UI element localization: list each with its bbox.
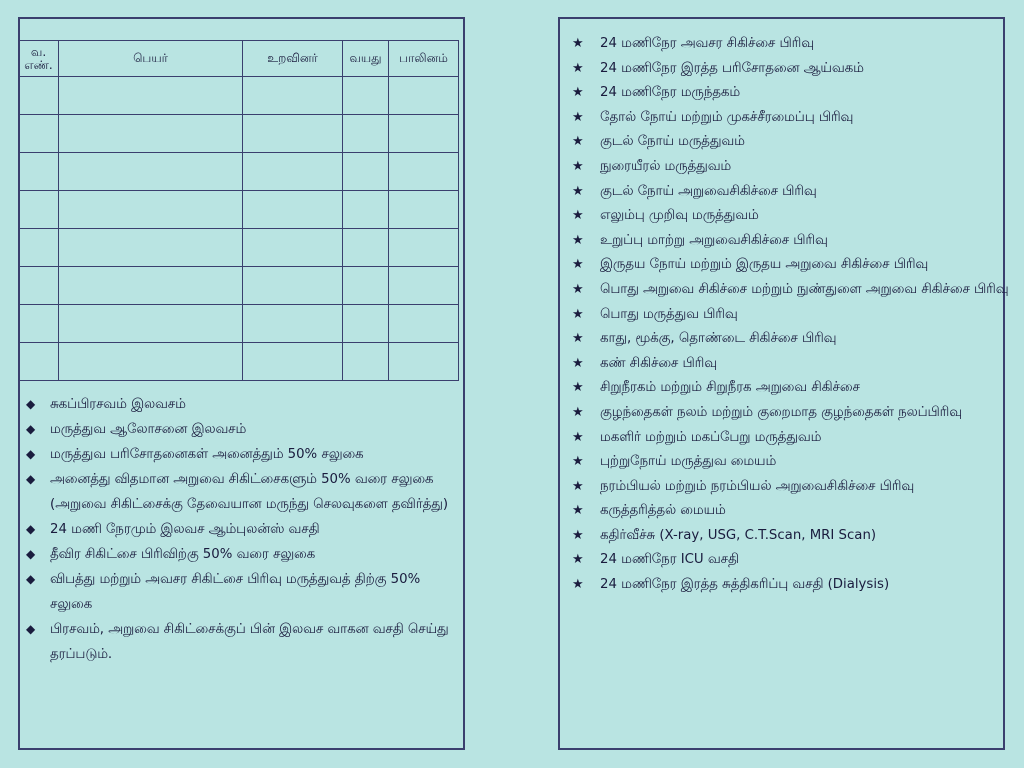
benefit-item-text: அனைத்து விதமான அறுவை சிகிட்சைகளும் 50% வரை சலுகை (அறுவை சிகிட்சைக்கு தேவையான மருந்து செலவுகளை தவிர்த்து) — [50, 472, 449, 512]
benefit-item-text: பிரசவம், அறுவை சிகிட்சைக்குப் பின் இலவச வாகன வசதி செய்து தரப்படும். — [50, 622, 449, 662]
relation-cell — [243, 343, 343, 381]
service-item-text: நரம்பியல் மற்றும் நரம்பியல் அறுவைசிகிச்சை பிரிவு — [600, 478, 915, 494]
serial-number-cell — [19, 191, 59, 229]
serial-number-cell — [19, 115, 59, 153]
relation-cell — [243, 191, 343, 229]
star-bullet-icon: ★ — [572, 85, 584, 101]
register-row — [19, 115, 459, 153]
benefit-item-text: தீவிர சிகிட்சை பிரிவிற்கு 50% வரை சலுகை — [50, 547, 316, 562]
service-item — [572, 253, 1012, 278]
age-cell — [343, 343, 389, 381]
register-row — [19, 305, 459, 343]
service-item-text: எலும்பு முறிவு மருத்துவம் — [600, 208, 759, 224]
service-item-text: நுரையீரல் மருத்துவம் — [600, 158, 732, 174]
service-item — [572, 106, 1012, 131]
service-item-text: பொது அறுவை சிகிச்சை மற்றும் நுண்துளை அறுவை சிகிச்சை பிரிவு — [600, 281, 1009, 297]
star-bullet-icon: ★ — [572, 158, 584, 174]
benefit-item — [22, 542, 452, 567]
register-row — [19, 153, 459, 191]
star-bullet-icon: ★ — [572, 281, 584, 297]
name-cell — [59, 267, 243, 305]
service-item-text: சிறுநீரகம் மற்றும் சிறுநீரக அறுவை சிகிச்சை — [600, 380, 860, 396]
service-item — [572, 32, 1012, 57]
age-cell — [343, 191, 389, 229]
star-bullet-icon: ★ — [572, 183, 584, 199]
star-bullet-icon: ★ — [572, 527, 584, 543]
star-bullet-icon: ★ — [572, 306, 584, 322]
service-item-text: கதிர்வீச்சு (X-ray, USG, C.T.Scan, MRI Scan) — [600, 527, 877, 543]
benefit-item — [22, 467, 452, 517]
relation-header: உறவினர் — [243, 41, 343, 77]
gender-cell — [389, 305, 459, 343]
service-item — [572, 57, 1012, 82]
service-item-text: குழந்தைகள் நலம் மற்றும் குறைமாத குழந்தைகள் நலப்பிரிவு — [600, 404, 962, 420]
register-row — [19, 191, 459, 229]
diamond-bullet-icon: ◆ — [26, 422, 36, 436]
gender-cell — [389, 115, 459, 153]
service-item-text: கண் சிகிச்சை பிரிவு — [600, 355, 717, 371]
benefit-item-text: மருத்துவ பரிசோதனைகள் அனைத்தும் 50% சலுகை — [50, 447, 364, 462]
serial-number-cell — [19, 267, 59, 305]
register-row — [19, 77, 459, 115]
name-cell — [59, 77, 243, 115]
gender-cell — [389, 343, 459, 381]
service-item-text: குடல் நோய் அறுவைசிகிச்சை பிரிவு — [600, 183, 817, 199]
benefit-item — [22, 567, 452, 617]
service-item — [572, 180, 1012, 205]
age-cell — [343, 229, 389, 267]
service-item — [572, 475, 1012, 500]
register-row — [19, 267, 459, 305]
service-item — [572, 352, 1012, 377]
service-item-text: குடல் நோய் மருத்துவம் — [600, 134, 745, 150]
register-row — [19, 229, 459, 267]
star-bullet-icon: ★ — [572, 355, 584, 371]
gender-cell — [389, 267, 459, 305]
service-item — [572, 204, 1012, 229]
serial-number-header: வ. எண். — [19, 41, 59, 77]
service-item-text: 24 மணிநேர இரத்த பரிசோதனை ஆய்வகம் — [600, 60, 864, 76]
star-bullet-icon: ★ — [572, 232, 584, 248]
diamond-bullet-icon: ◆ — [26, 397, 36, 411]
age-cell — [343, 77, 389, 115]
benefit-item — [22, 442, 452, 467]
benefit-item-text: மருத்துவ ஆலோசனை இலவசம் — [50, 422, 247, 437]
register-header-row — [19, 41, 459, 77]
service-item — [572, 426, 1012, 451]
age-cell — [343, 267, 389, 305]
relation-cell — [243, 115, 343, 153]
serial-number-cell — [19, 77, 59, 115]
star-bullet-icon: ★ — [572, 36, 584, 51]
relation-cell — [243, 305, 343, 343]
star-bullet-icon: ★ — [572, 478, 584, 494]
gender-cell — [389, 229, 459, 267]
diamond-bullet-icon: ◆ — [26, 622, 36, 636]
register-row — [19, 343, 459, 381]
service-item-text: கருத்தரித்தல் மையம் — [600, 503, 726, 519]
register-body — [19, 77, 459, 381]
service-item — [572, 81, 1012, 106]
service-item — [572, 573, 1012, 598]
gender-cell — [389, 77, 459, 115]
service-item — [572, 401, 1012, 426]
name-cell — [59, 343, 243, 381]
diamond-bullet-icon: ◆ — [26, 547, 36, 561]
relation-cell — [243, 77, 343, 115]
star-bullet-icon: ★ — [572, 404, 584, 420]
service-item-text: 24 மணிநேர அவசர சிகிச்சை பிரிவு — [600, 36, 814, 51]
star-bullet-icon: ★ — [572, 454, 584, 470]
benefit-item-text: விபத்து மற்றும் அவசர சிகிட்சை பிரிவு மருத்துவத் திற்கு 50% சலுகை — [50, 572, 421, 612]
serial-number-cell — [19, 229, 59, 267]
name-cell — [59, 305, 243, 343]
service-item-text: புற்றுநோய் மருத்துவ மையம் — [600, 454, 777, 470]
name-cell — [59, 229, 243, 267]
service-item — [572, 327, 1012, 352]
service-item-text: 24 மணிநேர இரத்த சுத்திகரிப்பு வசதி (Dialysis) — [600, 577, 890, 593]
service-item — [572, 303, 1012, 328]
service-item-text: காது, மூக்கு, தொண்டை சிகிச்சை பிரிவு — [600, 331, 837, 347]
serial-number-cell — [19, 153, 59, 191]
service-item — [572, 499, 1012, 524]
benefit-item-text: 24 மணி நேரமும் இலவச ஆம்புலன்ஸ் வசதி — [50, 522, 320, 537]
service-item-text: 24 மணிநேர மருந்தகம் — [600, 85, 741, 101]
relation-cell — [243, 153, 343, 191]
service-item-text: 24 மணிநேர ICU வசதி — [600, 552, 739, 568]
diamond-bullet-icon: ◆ — [26, 472, 36, 486]
gender-header: பாலினம் — [389, 41, 459, 77]
star-bullet-icon: ★ — [572, 380, 584, 396]
star-bullet-icon: ★ — [572, 257, 584, 273]
serial-number-cell — [19, 305, 59, 343]
star-bullet-icon: ★ — [572, 552, 584, 568]
star-bullet-icon: ★ — [572, 109, 584, 125]
star-bullet-icon: ★ — [572, 60, 584, 76]
service-item — [572, 524, 1012, 549]
benefit-item — [22, 417, 452, 442]
age-cell — [343, 115, 389, 153]
name-header: பெயர் — [59, 41, 243, 77]
services-list — [572, 32, 1012, 598]
gender-cell — [389, 191, 459, 229]
service-item — [572, 130, 1012, 155]
service-item — [572, 278, 1012, 303]
star-bullet-icon: ★ — [572, 208, 584, 224]
star-bullet-icon: ★ — [572, 503, 584, 519]
gender-cell — [389, 153, 459, 191]
service-item-text: மகளிர் மற்றும் மகப்பேறு மருத்துவம் — [600, 429, 822, 445]
service-item — [572, 376, 1012, 401]
family-register-table — [18, 40, 459, 381]
star-bullet-icon: ★ — [572, 134, 584, 150]
service-item — [572, 229, 1012, 254]
age-header: வயது — [343, 41, 389, 77]
age-cell — [343, 153, 389, 191]
service-item-text: தோல் நோய் மற்றும் முகச்சீரமைப்பு பிரிவு — [600, 109, 854, 125]
service-item — [572, 155, 1012, 180]
service-item — [572, 548, 1012, 573]
star-bullet-icon: ★ — [572, 331, 584, 347]
age-cell — [343, 305, 389, 343]
name-cell — [59, 191, 243, 229]
service-item — [572, 450, 1012, 475]
service-item-text: இருதய நோய் மற்றும் இருதய அறுவை சிகிச்சை பிரிவு — [600, 257, 929, 273]
diamond-bullet-icon: ◆ — [26, 447, 36, 461]
name-cell — [59, 115, 243, 153]
service-item-text: பொது மருத்துவ பிரிவு — [600, 306, 738, 322]
star-bullet-icon: ★ — [572, 429, 584, 445]
benefit-item — [22, 392, 452, 417]
benefit-item — [22, 617, 452, 667]
diamond-bullet-icon: ◆ — [26, 522, 36, 536]
diamond-bullet-icon: ◆ — [26, 572, 36, 586]
benefits-list — [22, 392, 452, 667]
name-cell — [59, 153, 243, 191]
serial-number-cell — [19, 343, 59, 381]
relation-cell — [243, 267, 343, 305]
relation-cell — [243, 229, 343, 267]
star-bullet-icon: ★ — [572, 577, 584, 593]
benefit-item — [22, 517, 452, 542]
service-item-text: உறுப்பு மாற்று அறுவைசிகிச்சை பிரிவு — [600, 232, 828, 248]
benefit-item-text: சுகப்பிரசவம் இலவசம் — [50, 397, 186, 412]
